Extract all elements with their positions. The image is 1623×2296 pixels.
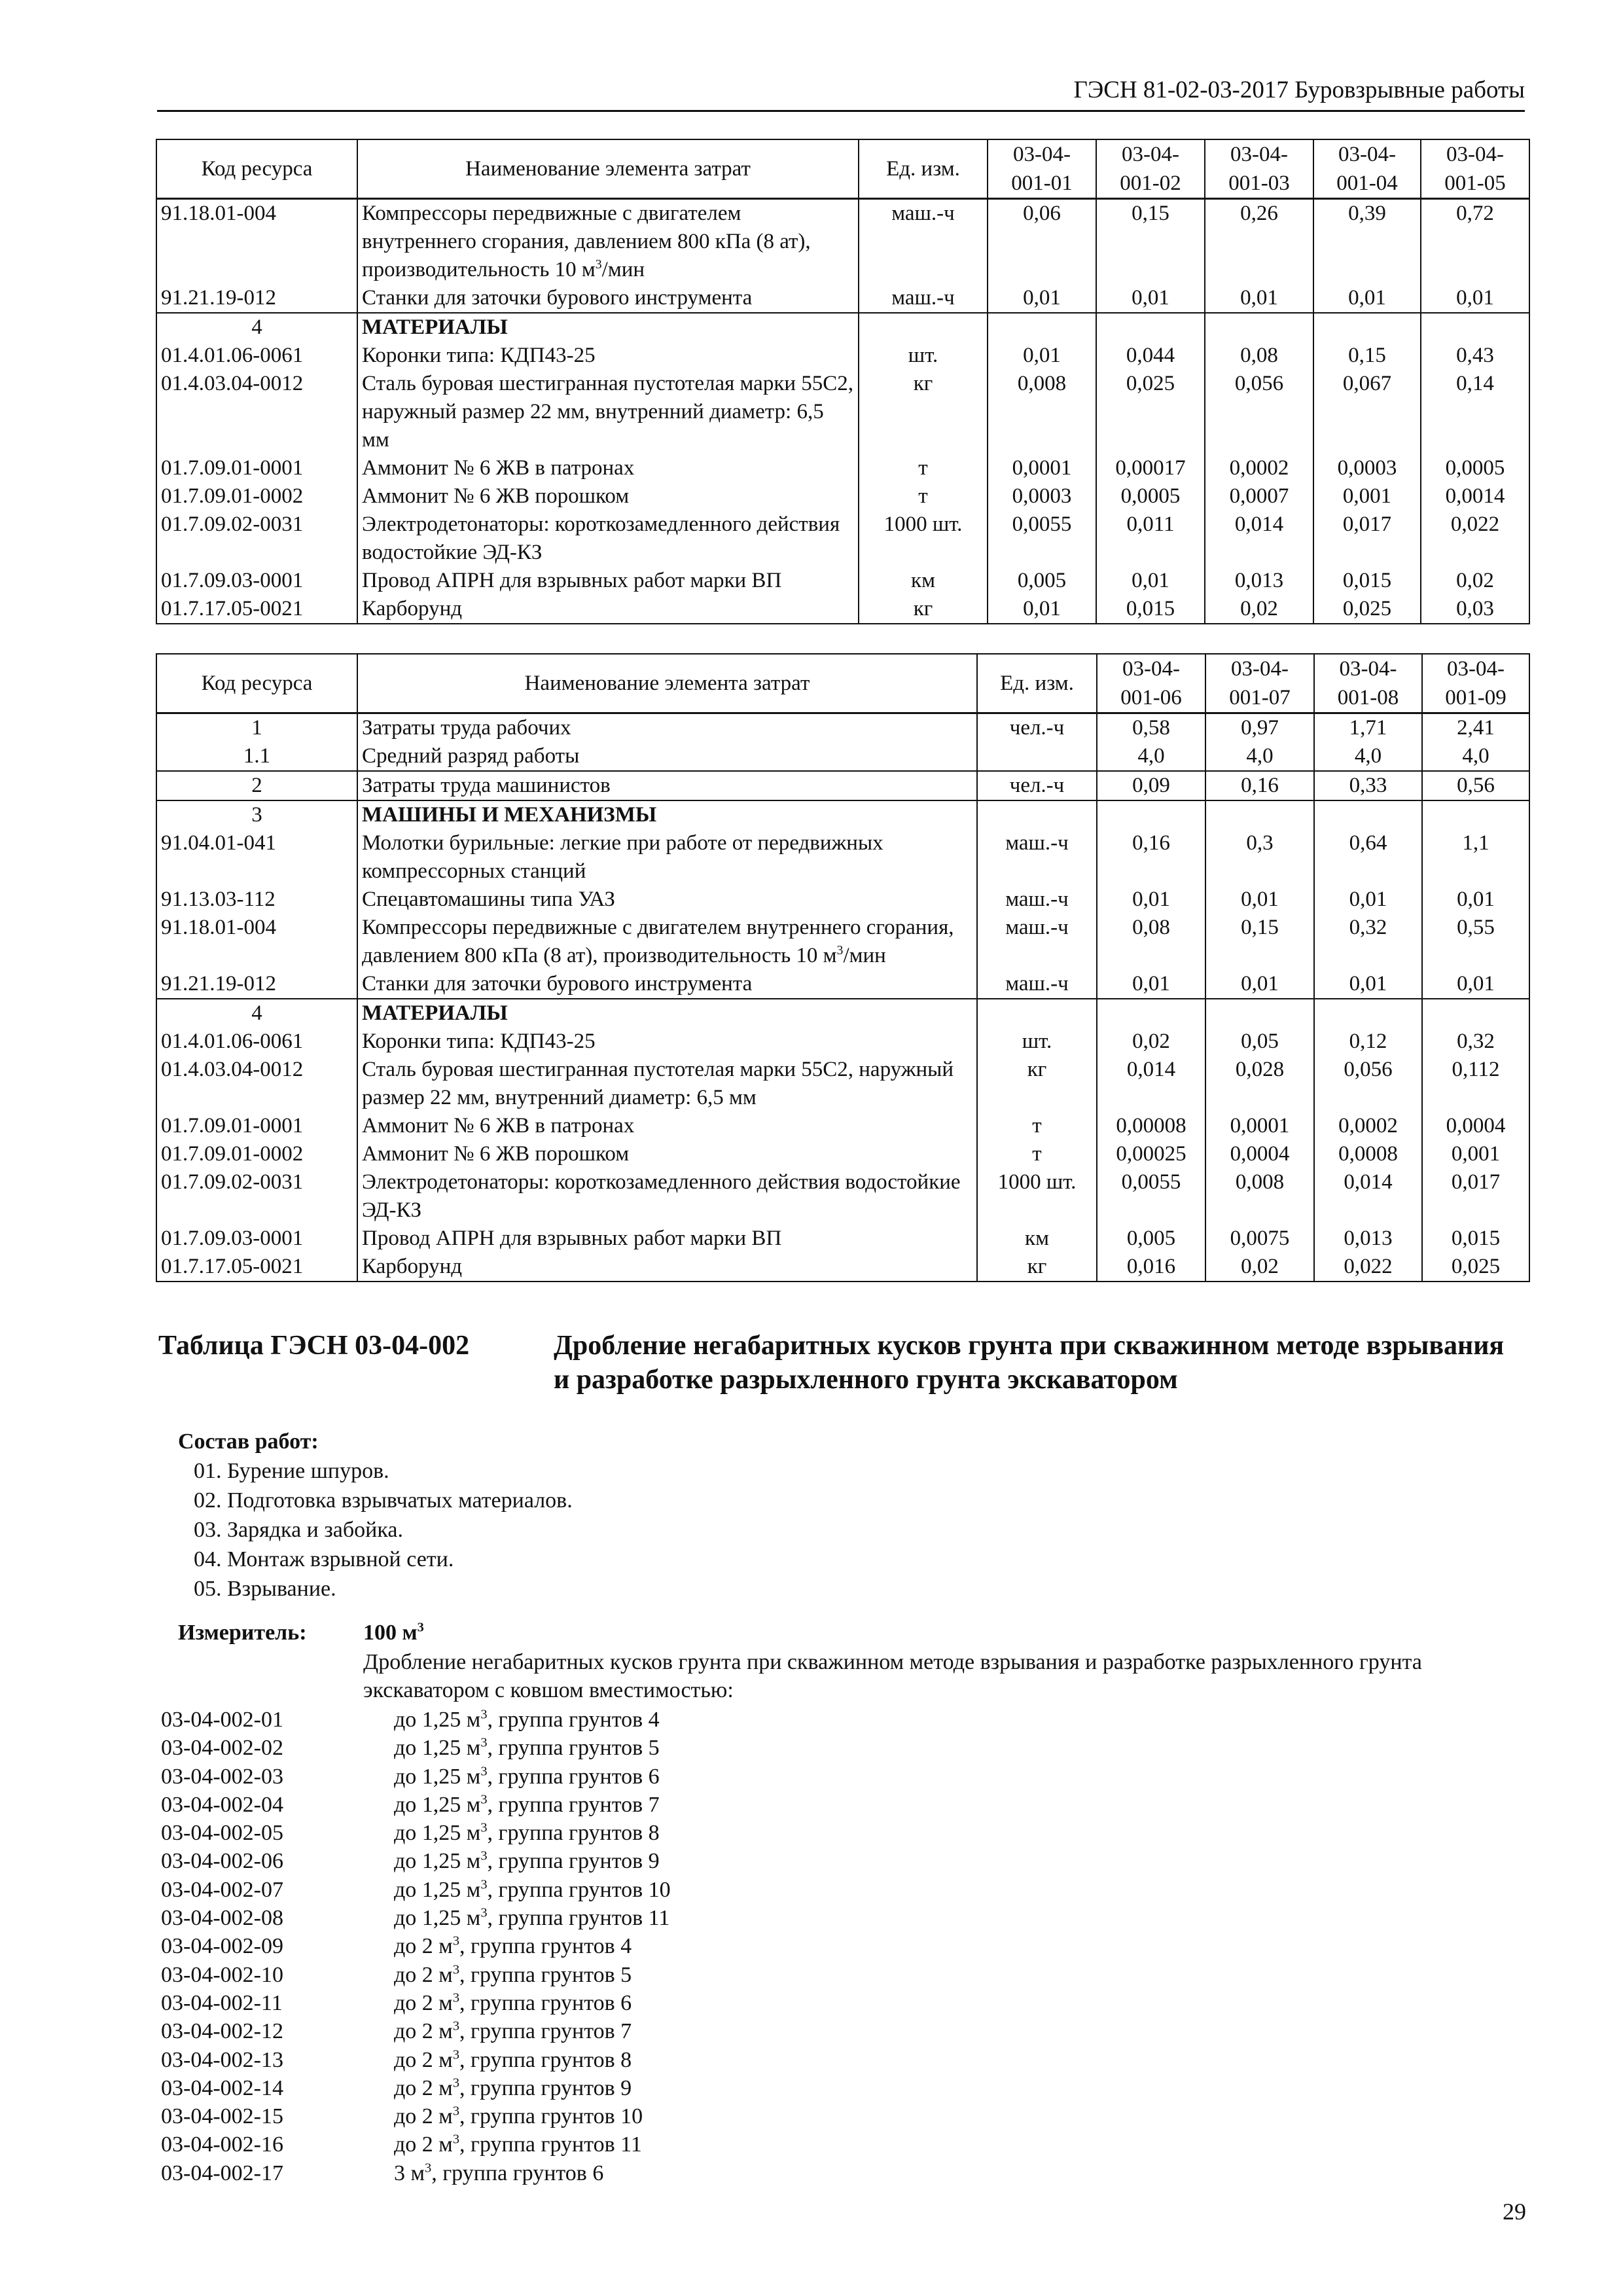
resource-code: 01.4.03.04-0012 (156, 1056, 357, 1112)
resource-unit: т (977, 1112, 1097, 1140)
resource-value: 0,15 (1313, 342, 1421, 370)
resource-value: 0,044 (1096, 342, 1205, 370)
work-step: 04. Монтаж взрывной сети. (194, 1547, 454, 1571)
norm-description: до 2 $м^3$, группа грунтов 10 (394, 2104, 643, 2129)
resource-value: 0,01 (1313, 284, 1421, 313)
resource-code: 1 (156, 713, 357, 743)
resource-value: 0,005 (988, 567, 1096, 595)
resource-unit: маш.-ч (859, 284, 988, 313)
resource-code: 01.4.01.06-0061 (156, 1028, 357, 1056)
work-composition (178, 1427, 573, 1604)
table-row (156, 313, 1529, 342)
resource-value: 0,16 (1097, 829, 1205, 886)
resource-value (1205, 313, 1313, 342)
resource-name: Затраты труда рабочих (357, 713, 977, 743)
table-row (156, 482, 1529, 511)
norm-code: 03-04-002-02 (161, 1736, 283, 1761)
resource-name: Карборунд (357, 1253, 977, 1282)
resource-name: Компрессоры передвижные с двигателем внутреннего сгорания, давлением 800 кПа (8 ат), производительность 10 $м^3$/мин (357, 199, 859, 285)
resource-unit: 1000 шт. (977, 1168, 1097, 1225)
resource-value (1314, 999, 1422, 1028)
norm-description: до 2 $м^3$, группа грунтов 8 (394, 2047, 632, 2072)
resource-unit: кг (977, 1253, 1097, 1282)
resource-code: 1.1 (156, 742, 357, 771)
resource-name: Коронки типа: КДП43-25 (357, 342, 859, 370)
norm-description: 3 $м^3$, группа грунтов 6 (394, 2161, 604, 2185)
resource-value (1205, 800, 1314, 829)
resource-code: 01.7.09.01-0002 (156, 482, 357, 511)
norm-description: до 1,25 $м^3$, группа грунтов 7 (394, 1792, 660, 1817)
resource-value: 0,58 (1097, 713, 1205, 743)
meter-value: 100 $м^3$ (363, 1620, 424, 1645)
resource-value: 0,01 (1097, 970, 1205, 999)
resource-value: 0,3 (1205, 829, 1314, 886)
resource-value: 0,08 (1205, 342, 1313, 370)
resource-value: 0,016 (1097, 1253, 1205, 1282)
resource-value: 0,112 (1422, 1056, 1529, 1112)
resource-code: 01.7.17.05-0021 (156, 595, 357, 624)
resource-unit: маш.-ч (977, 829, 1097, 886)
resource-unit: шт. (977, 1028, 1097, 1056)
resource-value: 0,43 (1421, 342, 1529, 370)
resource-value (988, 313, 1096, 342)
resource-value: 0,00008 (1097, 1112, 1205, 1140)
resource-value: 0,06 (988, 199, 1096, 285)
resource-value: 0,03 (1421, 595, 1529, 624)
table-row (156, 284, 1529, 313)
resource-unit (859, 313, 988, 342)
resource-value (1314, 800, 1422, 829)
resource-value: 0,01 (988, 595, 1096, 624)
resource-code: 01.7.17.05-0021 (156, 1253, 357, 1282)
resource-value (1422, 800, 1529, 829)
resource-value: 0,008 (1205, 1168, 1314, 1225)
resource-value: 0,008 (988, 370, 1096, 454)
resource-name: Сталь буровая шестигранная пустотелая марки 55С2, наружный размер 22 мм, внутренний диаметр: 6,5 мм (357, 370, 859, 454)
resource-unit: кг (859, 370, 988, 454)
table-row (156, 742, 1529, 771)
resource-unit (977, 800, 1097, 829)
resource-value: 0,01 (1421, 284, 1529, 313)
resource-value: 0,26 (1205, 199, 1313, 285)
work-step: 01. Бурение шпуров. (194, 1459, 389, 1483)
resource-value (1421, 313, 1529, 342)
resource-code: 2 (156, 771, 357, 800)
column-header-norm: 03-04- 001-08 (1314, 654, 1422, 713)
resource-name: МАТЕРИАЛЫ (357, 999, 977, 1028)
column-header-name: Наименование элемента затрат (357, 139, 859, 199)
resource-code: 91.18.01-004 (156, 199, 357, 285)
column-header-code: Код ресурса (156, 139, 357, 199)
table-row (156, 370, 1529, 454)
resource-name: Спецавтомашины типа УАЗ (357, 886, 977, 914)
resource-value: 0,017 (1313, 511, 1421, 567)
resource-value: 0,025 (1096, 370, 1205, 454)
norm-code: 03-04-002-15 (161, 2104, 283, 2129)
norm-description: до 2 $м^3$, группа грунтов 7 (394, 2018, 632, 2044)
table-row (156, 1056, 1529, 1112)
resource-value: 0,013 (1314, 1225, 1422, 1253)
resource-name: Карборунд (357, 595, 859, 624)
resource-code: 01.7.09.02-0031 (156, 1168, 357, 1225)
resource-value: 0,014 (1097, 1056, 1205, 1112)
resource-value: 0,32 (1314, 914, 1422, 970)
table-row (156, 511, 1529, 567)
table-row (156, 342, 1529, 370)
meter-label: Измеритель: (178, 1621, 307, 1645)
resource-value: 0,0008 (1314, 1140, 1422, 1168)
resource-code: 01.4.03.04-0012 (156, 370, 357, 454)
resource-value: 0,0055 (988, 511, 1096, 567)
resource-value: 4,0 (1097, 742, 1205, 771)
norm-description: до 1,25 $м^3$, группа грунтов 4 (394, 1707, 660, 1732)
norm-code: 03-04-002-09 (161, 1934, 283, 1959)
resource-value: 1,1 (1422, 829, 1529, 886)
resource-unit: чел.-ч (977, 771, 1097, 800)
table-row (156, 567, 1529, 595)
resource-value: 0,01 (1422, 886, 1529, 914)
resource-name: Провод АПРН для взрывных работ марки ВП (357, 567, 859, 595)
resource-value: 0,02 (1097, 1028, 1205, 1056)
resource-unit: т (859, 454, 988, 482)
resource-unit: км (977, 1225, 1097, 1253)
resource-value: 0,00017 (1096, 454, 1205, 482)
resource-value: 0,005 (1097, 1225, 1205, 1253)
norm-code: 03-04-002-11 (161, 1990, 283, 2015)
resource-value: 0,0014 (1421, 482, 1529, 511)
resource-unit: маш.-ч (977, 914, 1097, 970)
resource-code: 01.7.09.01-0001 (156, 454, 357, 482)
resource-value: 0,01 (1314, 970, 1422, 999)
norm-code: 03-04-002-08 (161, 1906, 283, 1931)
resource-value: 0,025 (1422, 1253, 1529, 1282)
table-row (156, 199, 1529, 285)
resource-value: 0,01 (1422, 970, 1529, 999)
resource-name: МАТЕРИАЛЫ (357, 313, 859, 342)
work-step: 02. Подготовка взрывчатых материалов. (194, 1488, 573, 1513)
norm-code: 03-04-002-06 (161, 1849, 283, 1874)
document-title: ГЭСН 81-02-03-2017 Буровзрывные работы (1073, 77, 1525, 103)
page-number: 29 (1503, 2198, 1526, 2225)
resource-value: 0,015 (1313, 567, 1421, 595)
resource-name: Провод АПРН для взрывных работ марки ВП (357, 1225, 977, 1253)
meter-description: Дробление негабаритных кусков грунта при скважинном методе взрывания и разработке разрыхленного грунта экскаватором с ковшом вместимостью: (363, 1650, 1422, 1702)
resource-value: 0,01 (988, 284, 1096, 313)
table-caption: Дробление негабаритных кусков грунта при скважинном методе взрывания и разработке разрыхленного грунта экскаватором (554, 1331, 1505, 1395)
column-header-norm: 03-04- 001-04 (1313, 139, 1421, 199)
resource-code: 91.21.19-012 (156, 284, 357, 313)
resource-value: 0,0001 (988, 454, 1096, 482)
norm-description: до 1,25 $м^3$, группа грунтов 8 (394, 1820, 660, 1846)
resource-unit (977, 742, 1097, 771)
table-row (156, 595, 1529, 624)
resource-value: 0,0005 (1096, 482, 1205, 511)
table-row (156, 970, 1529, 999)
norm-code: 03-04-002-10 (161, 1962, 283, 1987)
resource-value: 0,011 (1096, 511, 1205, 567)
work-composition-heading: Состав работ: (178, 1429, 319, 1454)
resource-value: 0,0055 (1097, 1168, 1205, 1225)
resource-unit (977, 999, 1097, 1028)
resource-value: 0,017 (1422, 1168, 1529, 1225)
table-row (156, 886, 1529, 914)
resource-value: 0,01 (1205, 886, 1314, 914)
resource-value: 0,0002 (1205, 454, 1313, 482)
resource-table-1 (156, 139, 1530, 624)
table-row (156, 914, 1529, 970)
resource-value: 0,0075 (1205, 1225, 1314, 1253)
column-header-norm: 03-04- 001-07 (1205, 654, 1314, 713)
resource-value: 0,001 (1313, 482, 1421, 511)
work-step: 03. Зарядка и забойка. (194, 1518, 403, 1542)
resource-unit: чел.-ч (977, 713, 1097, 743)
resource-code: 01.7.09.01-0001 (156, 1112, 357, 1140)
resource-value: 0,014 (1205, 511, 1313, 567)
resource-value: 0,33 (1314, 771, 1422, 800)
resource-code: 91.21.19-012 (156, 970, 357, 999)
resource-unit: кг (859, 595, 988, 624)
resource-value: 0,14 (1421, 370, 1529, 454)
norm-description: до 2 $м^3$, группа грунтов 11 (394, 2132, 642, 2157)
resource-code: 01.7.09.03-0001 (156, 567, 357, 595)
work-step: 05. Взрывание. (194, 1577, 336, 1601)
resource-name: Станки для заточки бурового инструмента (357, 970, 977, 999)
table-row (156, 1028, 1529, 1056)
resource-value: 0,0005 (1421, 454, 1529, 482)
norm-code: 03-04-002-12 (161, 2019, 283, 2044)
table-row (156, 1253, 1529, 1282)
resource-value: 0,0007 (1205, 482, 1313, 511)
resource-value: 0,022 (1314, 1253, 1422, 1282)
norm-code: 03-04-002-16 (161, 2132, 283, 2157)
resource-value: 0,028 (1205, 1056, 1314, 1112)
norm-code: 03-04-002-14 (161, 2075, 283, 2100)
column-header-norm: 03-04- 001-02 (1096, 139, 1205, 199)
resource-code: 4 (156, 999, 357, 1028)
resource-name: Электродетонаторы: короткозамедленного действия водостойкие ЭД-КЗ (357, 1168, 977, 1225)
resource-name: Станки для заточки бурового инструмента (357, 284, 859, 313)
column-header-norm: 03-04- 001-09 (1422, 654, 1529, 713)
norm-description: до 2 $м^3$, группа грунтов 9 (394, 2075, 632, 2100)
resource-value: 0,015 (1422, 1225, 1529, 1253)
resource-name: Сталь буровая шестигранная пустотелая марки 55С2, наружный размер 22 мм, внутренний диаметр: 6,5 мм (357, 1056, 977, 1112)
table-id: Таблица ГЭСН 03-04-002 (158, 1331, 470, 1361)
column-header-unit: Ед. изм. (977, 654, 1097, 713)
resource-value: 0,0004 (1205, 1140, 1314, 1168)
column-header-norm: 03-04- 001-05 (1421, 139, 1529, 199)
norm-description: до 1,25 $м^3$, группа грунтов 11 (394, 1905, 670, 1931)
resource-value: 0,02 (1205, 595, 1313, 624)
norm-description: до 1,25 $м^3$, группа грунтов 5 (394, 1735, 660, 1761)
resource-value: 0,72 (1421, 199, 1529, 285)
resource-value: 4,0 (1422, 742, 1529, 771)
resource-value: 0,16 (1205, 771, 1314, 800)
resource-unit: шт. (859, 342, 988, 370)
norm-code: 03-04-002-13 (161, 2047, 283, 2072)
resource-code: 91.13.03-112 (156, 886, 357, 914)
norm-description: до 2 $м^3$, группа грунтов 4 (394, 1934, 632, 1959)
resource-name: Средний разряд работы (357, 742, 977, 771)
resource-value: 0,01 (1097, 886, 1205, 914)
resource-value (1205, 999, 1314, 1028)
table-row (156, 1225, 1529, 1253)
resource-value: 0,025 (1313, 595, 1421, 624)
resource-name: Компрессоры передвижные с двигателем внутреннего сгорания, давлением 800 кПа (8 ат), производительность 10 $м^3$/мин (357, 914, 977, 970)
resource-value: 0,001 (1422, 1140, 1529, 1168)
norm-code: 03-04-002-01 (161, 1708, 283, 1732)
norm-code: 03-04-002-17 (161, 2161, 283, 2185)
resource-value (1097, 999, 1205, 1028)
resource-unit: км (859, 567, 988, 595)
table-row (156, 999, 1529, 1028)
resource-value: 0,01 (1205, 284, 1313, 313)
resource-code: 01.7.09.02-0031 (156, 511, 357, 567)
resource-code: 3 (156, 800, 357, 829)
norm-description: до 2 $м^3$, группа грунтов 5 (394, 1962, 632, 1987)
resource-code: 01.4.01.06-0061 (156, 342, 357, 370)
resource-code: 91.04.01-041 (156, 829, 357, 886)
norm-description: до 1,25 $м^3$, группа грунтов 6 (394, 1764, 660, 1789)
resource-value: 0,01 (1096, 284, 1205, 313)
column-header-norm: 03-04- 001-03 (1205, 139, 1313, 199)
resource-value: 0,39 (1313, 199, 1421, 285)
resource-value: 0,08 (1097, 914, 1205, 970)
column-header-unit: Ед. изм. (859, 139, 988, 199)
resource-name: Коронки типа: КДП43-25 (357, 1028, 977, 1056)
resource-value (1313, 313, 1421, 342)
resource-value (1096, 313, 1205, 342)
table-row (156, 454, 1529, 482)
resource-name: Аммонит № 6 ЖВ в патронах (357, 454, 859, 482)
resource-value: 1,71 (1314, 713, 1422, 743)
norm-code: 03-04-002-07 (161, 1877, 283, 1902)
resource-value: 0,013 (1205, 567, 1313, 595)
norm-code: 03-04-002-05 (161, 1821, 283, 1846)
resource-value: 0,09 (1097, 771, 1205, 800)
resource-value: 0,056 (1314, 1056, 1422, 1112)
resource-unit: т (859, 482, 988, 511)
resource-value: 0,01 (1096, 567, 1205, 595)
resource-name: Аммонит № 6 ЖВ в патронах (357, 1112, 977, 1140)
resource-unit: маш.-ч (977, 970, 1097, 999)
resource-value: 2,41 (1422, 713, 1529, 743)
resource-code: 01.7.09.01-0002 (156, 1140, 357, 1168)
table-row (156, 1168, 1529, 1225)
resource-value: 0,56 (1422, 771, 1529, 800)
norm-description: до 1,25 $м^3$, группа грунтов 9 (394, 1849, 660, 1874)
resource-value: 0,0003 (988, 482, 1096, 511)
column-header-norm: 03-04- 001-01 (988, 139, 1096, 199)
resource-value: 0,01 (1205, 970, 1314, 999)
resource-unit: маш.-ч (859, 199, 988, 285)
resource-value (1422, 999, 1529, 1028)
resource-value: 0,55 (1422, 914, 1529, 970)
running-header (157, 75, 1525, 112)
norm-description: до 2 $м^3$, группа грунтов 6 (394, 1990, 632, 2015)
resource-value: 0,0002 (1314, 1112, 1422, 1140)
table-row (156, 800, 1529, 829)
norm-description: до 1,25 $м^3$, группа грунтов 10 (394, 1877, 671, 1902)
resource-value: 0,00025 (1097, 1140, 1205, 1168)
resource-name: Затраты труда машинистов (357, 771, 977, 800)
resource-value: 0,015 (1096, 595, 1205, 624)
resource-value: 0,067 (1313, 370, 1421, 454)
resource-name: Аммонит № 6 ЖВ порошком (357, 482, 859, 511)
resource-value: 0,12 (1314, 1028, 1422, 1056)
resource-value: 0,02 (1205, 1253, 1314, 1282)
resource-value: 0,32 (1422, 1028, 1529, 1056)
resource-value (1097, 800, 1205, 829)
resource-value: 4,0 (1314, 742, 1422, 771)
resource-value: 0,15 (1205, 914, 1314, 970)
resource-value: 0,01 (988, 342, 1096, 370)
column-header-norm: 03-04- 001-06 (1097, 654, 1205, 713)
resource-unit: маш.-ч (977, 886, 1097, 914)
resource-code: 91.18.01-004 (156, 914, 357, 970)
norm-code: 03-04-002-04 (161, 1792, 283, 1817)
resource-unit: т (977, 1140, 1097, 1168)
resource-unit: кг (977, 1056, 1097, 1112)
resource-value: 0,05 (1205, 1028, 1314, 1056)
resource-code: 01.7.09.03-0001 (156, 1225, 357, 1253)
resource-value: 0,022 (1421, 511, 1529, 567)
resource-value: 0,056 (1205, 370, 1313, 454)
resource-value: 0,0004 (1422, 1112, 1529, 1140)
table-row (156, 1140, 1529, 1168)
resource-value: 0,02 (1421, 567, 1529, 595)
resource-name: МАШИНЫ И МЕХАНИЗМЫ (357, 800, 977, 829)
resource-name: Аммонит № 6 ЖВ порошком (357, 1140, 977, 1168)
resource-value: 0,01 (1314, 886, 1422, 914)
resource-value: 0,0003 (1313, 454, 1421, 482)
resource-name: Молотки бурильные: легкие при работе от передвижных компрессорных станций (357, 829, 977, 886)
resource-value: 0,97 (1205, 713, 1314, 743)
resource-value: 0,014 (1314, 1168, 1422, 1225)
norm-code: 03-04-002-03 (161, 1764, 283, 1789)
table-row (156, 829, 1529, 886)
table-row (156, 1112, 1529, 1140)
column-header-name: Наименование элемента затрат (357, 654, 977, 713)
table-row (156, 713, 1529, 743)
resource-value: 0,15 (1096, 199, 1205, 285)
resource-value: 4,0 (1205, 742, 1314, 771)
table-row (156, 771, 1529, 800)
resource-code: 4 (156, 313, 357, 342)
resource-unit: 1000 шт. (859, 511, 988, 567)
resource-table-2 (156, 653, 1530, 1282)
resource-value: 0,0001 (1205, 1112, 1314, 1140)
resource-name: Электродетонаторы: короткозамедленного действия водостойкие ЭД-КЗ (357, 511, 859, 567)
resource-value: 0,64 (1314, 829, 1422, 886)
column-header-code: Код ресурса (156, 654, 357, 713)
